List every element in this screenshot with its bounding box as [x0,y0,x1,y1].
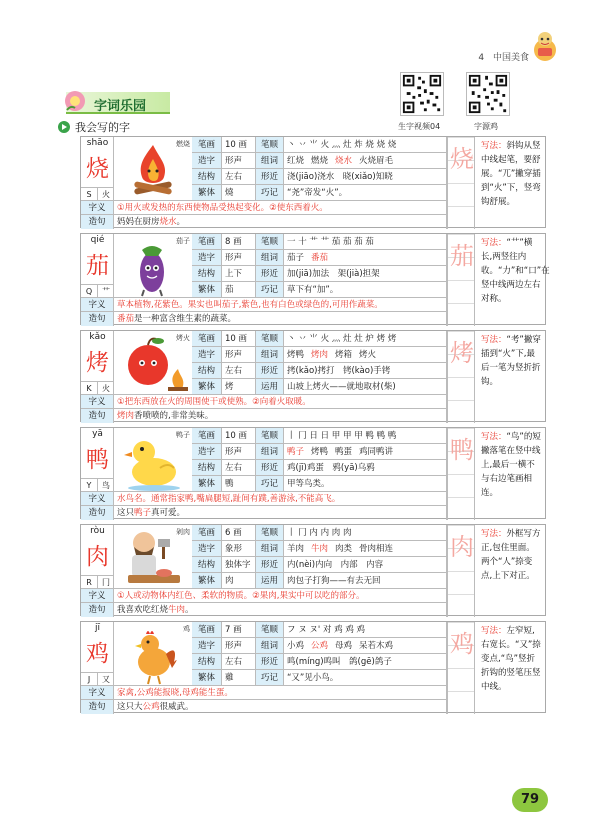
trace-character: 鸭 [450,436,474,464]
tracing-box [447,428,475,520]
stroke-count: 10 画 [222,428,256,444]
index-row [81,672,114,686]
page-number: 79 [512,788,548,812]
structure-label: 结构 [192,169,222,185]
character-card-4 [80,427,546,519]
definition-text: ①把东西放在火的周围使干或使熟。②向着火取暖。 [114,395,447,409]
tracing-box [447,622,475,714]
word-item: 烤肉 [311,350,329,360]
word-list [284,347,447,363]
initial-letter: Q [81,285,98,298]
stroke-count: 7 画 [222,622,256,638]
similar-label: 形近 [256,654,284,670]
qr-code-origin[interactable] [466,72,510,116]
similar-characters: 加(jiā)加法 架(jià)担架 [284,266,447,282]
traditional-value: 肉 [222,573,256,589]
radical: 又 [102,675,110,684]
highlighted-word: 烧水 [159,217,177,227]
big-character: 鸡 [86,641,109,667]
word-item: 鸭子 [287,447,305,457]
qr-label-origin: 字源鸡 [474,122,498,131]
words-label: 组词 [256,153,284,169]
order-label: 笔顺 [256,234,284,250]
writing-label: 写法： [481,432,507,442]
formation-label: 造字 [192,444,222,460]
formation-label: 造字 [192,638,222,654]
words-label: 组词 [256,541,284,557]
word-item: 公鸡 [311,641,329,651]
sentence-text: 妈妈在厨房烧水。 [114,215,447,229]
index-row [81,478,114,492]
trace-character: 烤 [450,339,474,367]
word-item: 烤鸭 [311,447,329,457]
tip-label: 巧记 [256,670,284,686]
writing-hint-text: “艹”横长,两竖往内收。“力”和“口”在竖中线两边左右对称。 [481,238,550,304]
word-list [284,153,447,169]
order-label: 笔顺 [256,331,284,347]
writing-label: 写法： [481,141,507,151]
word-list [284,638,447,654]
initial-letter: S [81,188,98,201]
initial-letter: J [81,673,98,686]
trace-character: 肉 [450,533,474,561]
writing-hint-text: “鸟”的短撇落笔在竖中线上,最后一横不与右边笔画相连。 [481,432,541,498]
traditional-label: 繁体 [192,476,222,492]
tracing-box [447,234,475,326]
stroke-order: 一 十 艹 艹 茄 茄 茄 茄 [284,234,447,250]
character-card-3 [80,330,546,422]
structure-value: 独体字 [222,557,256,573]
traditional-label: 繁体 [192,670,222,686]
writing-hint [481,333,543,389]
pinyin: shāo [86,138,109,148]
definition-label: 字义 [81,201,114,215]
stroke-count: 10 画 [222,331,256,347]
writing-hint-text: “考”撇穿插到“火”下,最后一笔为竖折折钩。 [481,335,541,387]
initial-letter: Y [81,479,98,492]
similar-characters: 浇(jiāo)浇水 晓(xiǎo)知晓 [284,169,447,185]
similar-label: 形近 [256,557,284,573]
trace-character: 茄 [450,242,474,270]
illustration-label: 烤火 [176,334,190,342]
character-box [81,428,114,492]
radical: 火 [102,190,110,199]
big-character: 烧 [86,156,109,182]
traditional-value: 鴨 [222,476,256,492]
section-title: 字词乐园 [94,99,147,114]
tip-text: 山坡上烤火——就地取材(柴) [284,379,447,395]
definition-label: 字义 [81,395,114,409]
sub-title [58,119,130,135]
structure-label: 结构 [192,654,222,670]
word-item: 肉类 [335,544,353,554]
illustration [114,234,192,298]
word-item: 烤箱 [335,350,353,360]
sentence-text: 这只大公鸡很威武。 [114,700,447,714]
word-item: 烤鸭 [287,350,305,360]
highlighted-word: 烤肉 [117,411,135,421]
tip-label: 巧记 [256,185,284,201]
strokes-label: 笔画 [192,137,222,153]
unit-number: 4 [478,53,485,63]
highlighted-word: 公鸡 [142,702,160,712]
sentence-label: 造句 [81,603,114,617]
order-label: 笔顺 [256,137,284,153]
words-label: 组词 [256,444,284,460]
illustration [114,428,192,492]
character-box [81,622,114,686]
traditional-label: 繁体 [192,282,222,298]
index-row [81,284,114,298]
word-item: 鸡同鸭讲 [359,447,394,457]
word-item: 母鸡 [335,641,353,651]
traditional-label: 繁体 [192,573,222,589]
stroke-count: 8 画 [222,234,256,250]
pinyin: yā [92,429,103,439]
word-item: 羊肉 [287,544,305,554]
unit-title: 中国美食 [492,53,529,63]
similar-characters: 鸣(míng)鸣叫 鸽(gē)鸽子 [284,654,447,670]
sentence-text: 烤肉香喷喷的,非常美味。 [114,409,447,423]
similar-label: 形近 [256,363,284,379]
tip-text: “尧”帝发“火”。 [284,185,447,201]
word-list [284,541,447,557]
formation-label: 造字 [192,250,222,266]
illustration-label: 剁肉 [176,528,190,536]
pinyin: kǎo [89,332,106,342]
index-row [81,187,114,201]
character-card-5 [80,524,546,616]
definition-label: 字义 [81,298,114,312]
character-card-2 [80,233,550,325]
radical: 艹 [102,287,110,296]
tip-label: 运用 [256,573,284,589]
word-item: 火烧眉毛 [359,156,394,166]
tip-text: 草下有“加”。 [284,282,447,298]
definition-text: 草本植物,花紫色。果实也叫茄子,紫色,也有白色或绿色的,可用作蔬菜。 [114,298,447,312]
highlighted-word: 番茄 [117,314,135,324]
definition-text: 水鸟名。通常指家鸭,嘴扁腿短,趾间有蹼,善游泳,不能高飞。 [114,492,447,506]
section-title-banner [66,92,170,114]
words-label: 组词 [256,250,284,266]
words-label: 组词 [256,638,284,654]
stroke-order: フ ヌ ヌ' 对 鸡 鸡 鸡 [284,622,447,638]
character-box [81,331,114,395]
big-character: 烤 [86,350,109,376]
strokes-label: 笔画 [192,428,222,444]
writing-hint-text: 左窄短,右宽长。“又”捺变点,“鸟”竖折折钩的竖笔压竖中线。 [481,626,541,692]
play-icon [58,121,70,133]
index-row [81,575,114,589]
sentence-label: 造句 [81,312,114,326]
similar-label: 形近 [256,460,284,476]
initial-letter: R [81,576,98,589]
sentence-text: 这只鸭子真可爱。 [114,506,447,520]
big-character: 鸭 [86,447,109,473]
structure-value: 左右 [222,460,256,476]
tip-text: 肉包子打狗——有去无回 [284,573,447,589]
word-item: 牛肉 [311,544,329,554]
structure-value: 左右 [222,654,256,670]
word-item: 红烧 [287,156,305,166]
writing-hint-text: 外框写方正,包住里面。两个“人”捺变点,上下对正。 [481,529,541,581]
unit-header [478,50,535,63]
stroke-order: 丶 丷 ⺌ 火 灬 灶 灶 炉 烤 烤 [284,331,447,347]
character-box [81,234,114,298]
sentence-label: 造句 [81,409,114,423]
big-character: 茄 [86,253,109,279]
pinyin: jī [94,623,100,633]
sentence-text: 我喜欢吃红烧牛肉。 [114,603,447,617]
formation-value: 形声 [222,153,256,169]
character-box [81,525,114,589]
radical: 冂 [102,578,110,587]
traditional-label: 繁体 [192,185,222,201]
tip-label: 巧记 [256,282,284,298]
formation-label: 造字 [192,153,222,169]
definition-label: 字义 [81,492,114,506]
stroke-order: 丶 丷 ⺌ 火 灬 灶 炸 烧 烧 烧 [284,137,447,153]
word-item: 骨肉相连 [359,544,394,554]
tracing-box [447,331,475,423]
word-item: 茄子 [287,253,305,263]
highlighted-word: 牛肉 [168,605,186,615]
character-card-1 [80,136,546,228]
traditional-label: 繁体 [192,379,222,395]
writing-hint-text: 斜钩从竖中线起笔，要舒展。“兀”撇穿插到“火”下，竖弯钩舒展。 [481,141,541,207]
writing-label: 写法： [481,335,507,345]
writing-label: 写法： [481,238,507,248]
structure-value: 左右 [222,169,256,185]
tip-text: 甲等鸟类。 [284,476,447,492]
illustration [114,525,192,589]
illustration [114,331,192,395]
strokes-label: 笔画 [192,331,222,347]
structure-label: 结构 [192,557,222,573]
illustration-label: 燃烧 [176,140,190,148]
trace-character: 烧 [450,145,474,173]
qr-label-video: 生字视频04 [398,122,441,131]
writing-hint [481,139,543,209]
tracing-box [447,525,475,617]
word-list [284,250,447,266]
definition-text: 家禽,公鸡能报晓,母鸡能生蛋。 [114,686,447,700]
formation-value: 象形 [222,541,256,557]
word-item: 烤火 [359,350,377,360]
similar-characters: 拷(kǎo)拷打 铐(kào)手铐 [284,363,447,379]
qr-code-video[interactable] [400,72,444,116]
word-item: 燃烧 [311,156,329,166]
order-label: 笔顺 [256,428,284,444]
mascot-icon [532,30,558,62]
writing-label: 写法： [481,529,507,539]
tip-text: “又”见小鸟。 [284,670,447,686]
big-character: 肉 [86,544,109,570]
illustration [114,137,192,201]
word-item: 呆若木鸡 [359,641,394,651]
illustration-label: 鸡 [183,625,190,633]
tip-label: 巧记 [256,476,284,492]
character-box [81,137,114,201]
traditional-value: 雞 [222,670,256,686]
initial-letter: K [81,382,98,395]
word-item: 烧水 [335,156,353,166]
formation-value: 形声 [222,347,256,363]
writing-hint [481,236,550,306]
definition-label: 字义 [81,589,114,603]
traditional-value: 燒 [222,185,256,201]
formation-label: 造字 [192,541,222,557]
definition-text: ①用火或发热的东西使物品受热起变化。②使东西着火。 [114,201,447,215]
word-item: 鸭蛋 [335,447,353,457]
flower-icon [62,88,88,114]
stroke-count: 10 画 [222,137,256,153]
traditional-value: 烤 [222,379,256,395]
sentence-text: 番茄是一种富含维生素的蔬菜。 [114,312,447,326]
writing-hint [481,527,543,583]
highlighted-word: 鸭子 [134,508,152,518]
illustration-label: 鸭子 [176,431,190,439]
word-list [284,444,447,460]
writing-hint [481,624,543,694]
trace-character: 鸡 [450,630,474,658]
writing-hint [481,430,543,500]
similar-label: 形近 [256,169,284,185]
sentence-label: 造句 [81,506,114,520]
formation-label: 造字 [192,347,222,363]
similar-label: 形近 [256,266,284,282]
word-item: 番茄 [311,253,329,263]
structure-value: 左右 [222,363,256,379]
radical: 火 [102,384,110,393]
definition-label: 字义 [81,686,114,700]
tracing-box [447,137,475,229]
similar-characters: 鸡(jī)鸡蛋 鸦(yā)乌鸦 [284,460,447,476]
traditional-value: 茄 [222,282,256,298]
radical: 鸟 [102,481,110,490]
structure-value: 上下 [222,266,256,282]
pinyin: qié [90,235,105,245]
formation-value: 形声 [222,638,256,654]
illustration [114,622,192,686]
formation-value: 形声 [222,250,256,266]
words-label: 组词 [256,347,284,363]
definition-text: ①人或动物体内红色、柔软的物质。②果肉,果实中可以吃的部分。 [114,589,447,603]
structure-label: 结构 [192,363,222,379]
pinyin: ròu [90,526,105,536]
tip-label: 运用 [256,379,284,395]
order-label: 笔顺 [256,525,284,541]
word-item: 小鸡 [287,641,305,651]
strokes-label: 笔画 [192,234,222,250]
illustration-label: 茄子 [176,237,190,245]
sentence-label: 造句 [81,700,114,714]
stroke-order: 丨 冂 内 内 肉 肉 [284,525,447,541]
character-card-6 [80,621,546,713]
stroke-count: 6 画 [222,525,256,541]
sub-title-text: 我会写的字 [75,121,130,134]
strokes-label: 笔画 [192,622,222,638]
structure-label: 结构 [192,460,222,476]
order-label: 笔顺 [256,622,284,638]
formation-value: 形声 [222,444,256,460]
similar-characters: 内(nèi)内向 内部 内容 [284,557,447,573]
strokes-label: 笔画 [192,525,222,541]
sentence-label: 造句 [81,215,114,229]
stroke-order: 丨 冂 日 日 甲 甲 甲 鸭 鸭 鸭 [284,428,447,444]
structure-label: 结构 [192,266,222,282]
index-row [81,381,114,395]
writing-label: 写法： [481,626,507,636]
